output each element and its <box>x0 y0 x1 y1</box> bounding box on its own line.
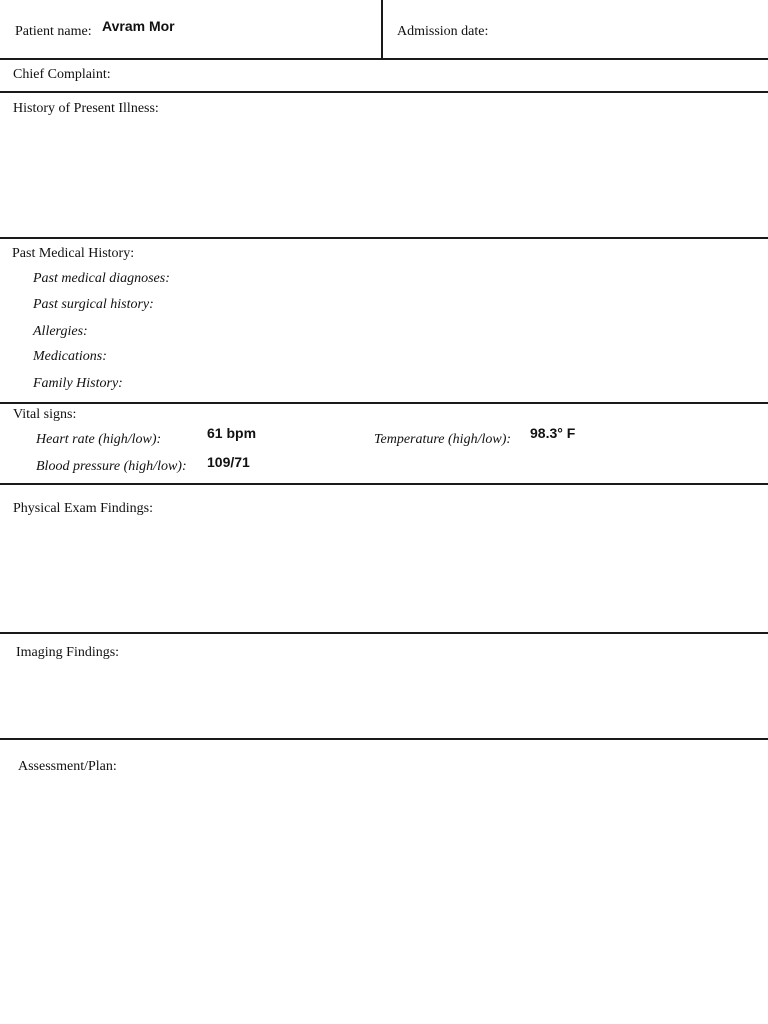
patient-name-value: Avram Mor <box>102 18 175 34</box>
chief-complaint-label: Chief Complaint: <box>13 67 111 82</box>
vital-signs-label: Vital signs: <box>13 407 77 422</box>
header-column-divider <box>381 0 383 58</box>
temperature-label: Temperature (high/low): <box>374 432 512 447</box>
admission-date-label: Admission date: <box>397 24 489 39</box>
past-surgical-history-label: Past surgical history: <box>33 297 154 312</box>
blood-pressure-label: Blood pressure (high/low): <box>36 459 187 474</box>
section-divider-imaging <box>0 738 768 740</box>
allergies-label: Allergies: <box>33 324 88 339</box>
assessment-plan-label: Assessment/Plan: <box>18 759 117 774</box>
section-divider-chief-complaint <box>0 91 768 93</box>
past-medical-diagnoses-label: Past medical diagnoses: <box>33 271 170 286</box>
section-divider-hpi <box>0 237 768 239</box>
blood-pressure-value: 109/71 <box>207 454 250 470</box>
imaging-findings-label: Imaging Findings: <box>16 645 120 660</box>
section-divider-physical-exam <box>0 632 768 634</box>
section-divider-header <box>0 58 768 60</box>
heart-rate-label: Heart rate (high/low): <box>36 432 162 447</box>
temperature-value: 98.3° F <box>530 425 576 441</box>
patient-name-label: Patient name: <box>15 24 92 39</box>
medications-label: Medications: <box>33 349 107 364</box>
section-divider-vitals <box>0 483 768 485</box>
heart-rate-value: 61 bpm <box>207 425 257 441</box>
history-present-illness-label: History of Present Illness: <box>13 101 159 116</box>
family-history-label: Family History: <box>33 376 123 391</box>
section-divider-pmh <box>0 402 768 404</box>
physical-exam-label: Physical Exam Findings: <box>13 501 153 516</box>
past-medical-history-label: Past Medical History: <box>12 246 135 261</box>
